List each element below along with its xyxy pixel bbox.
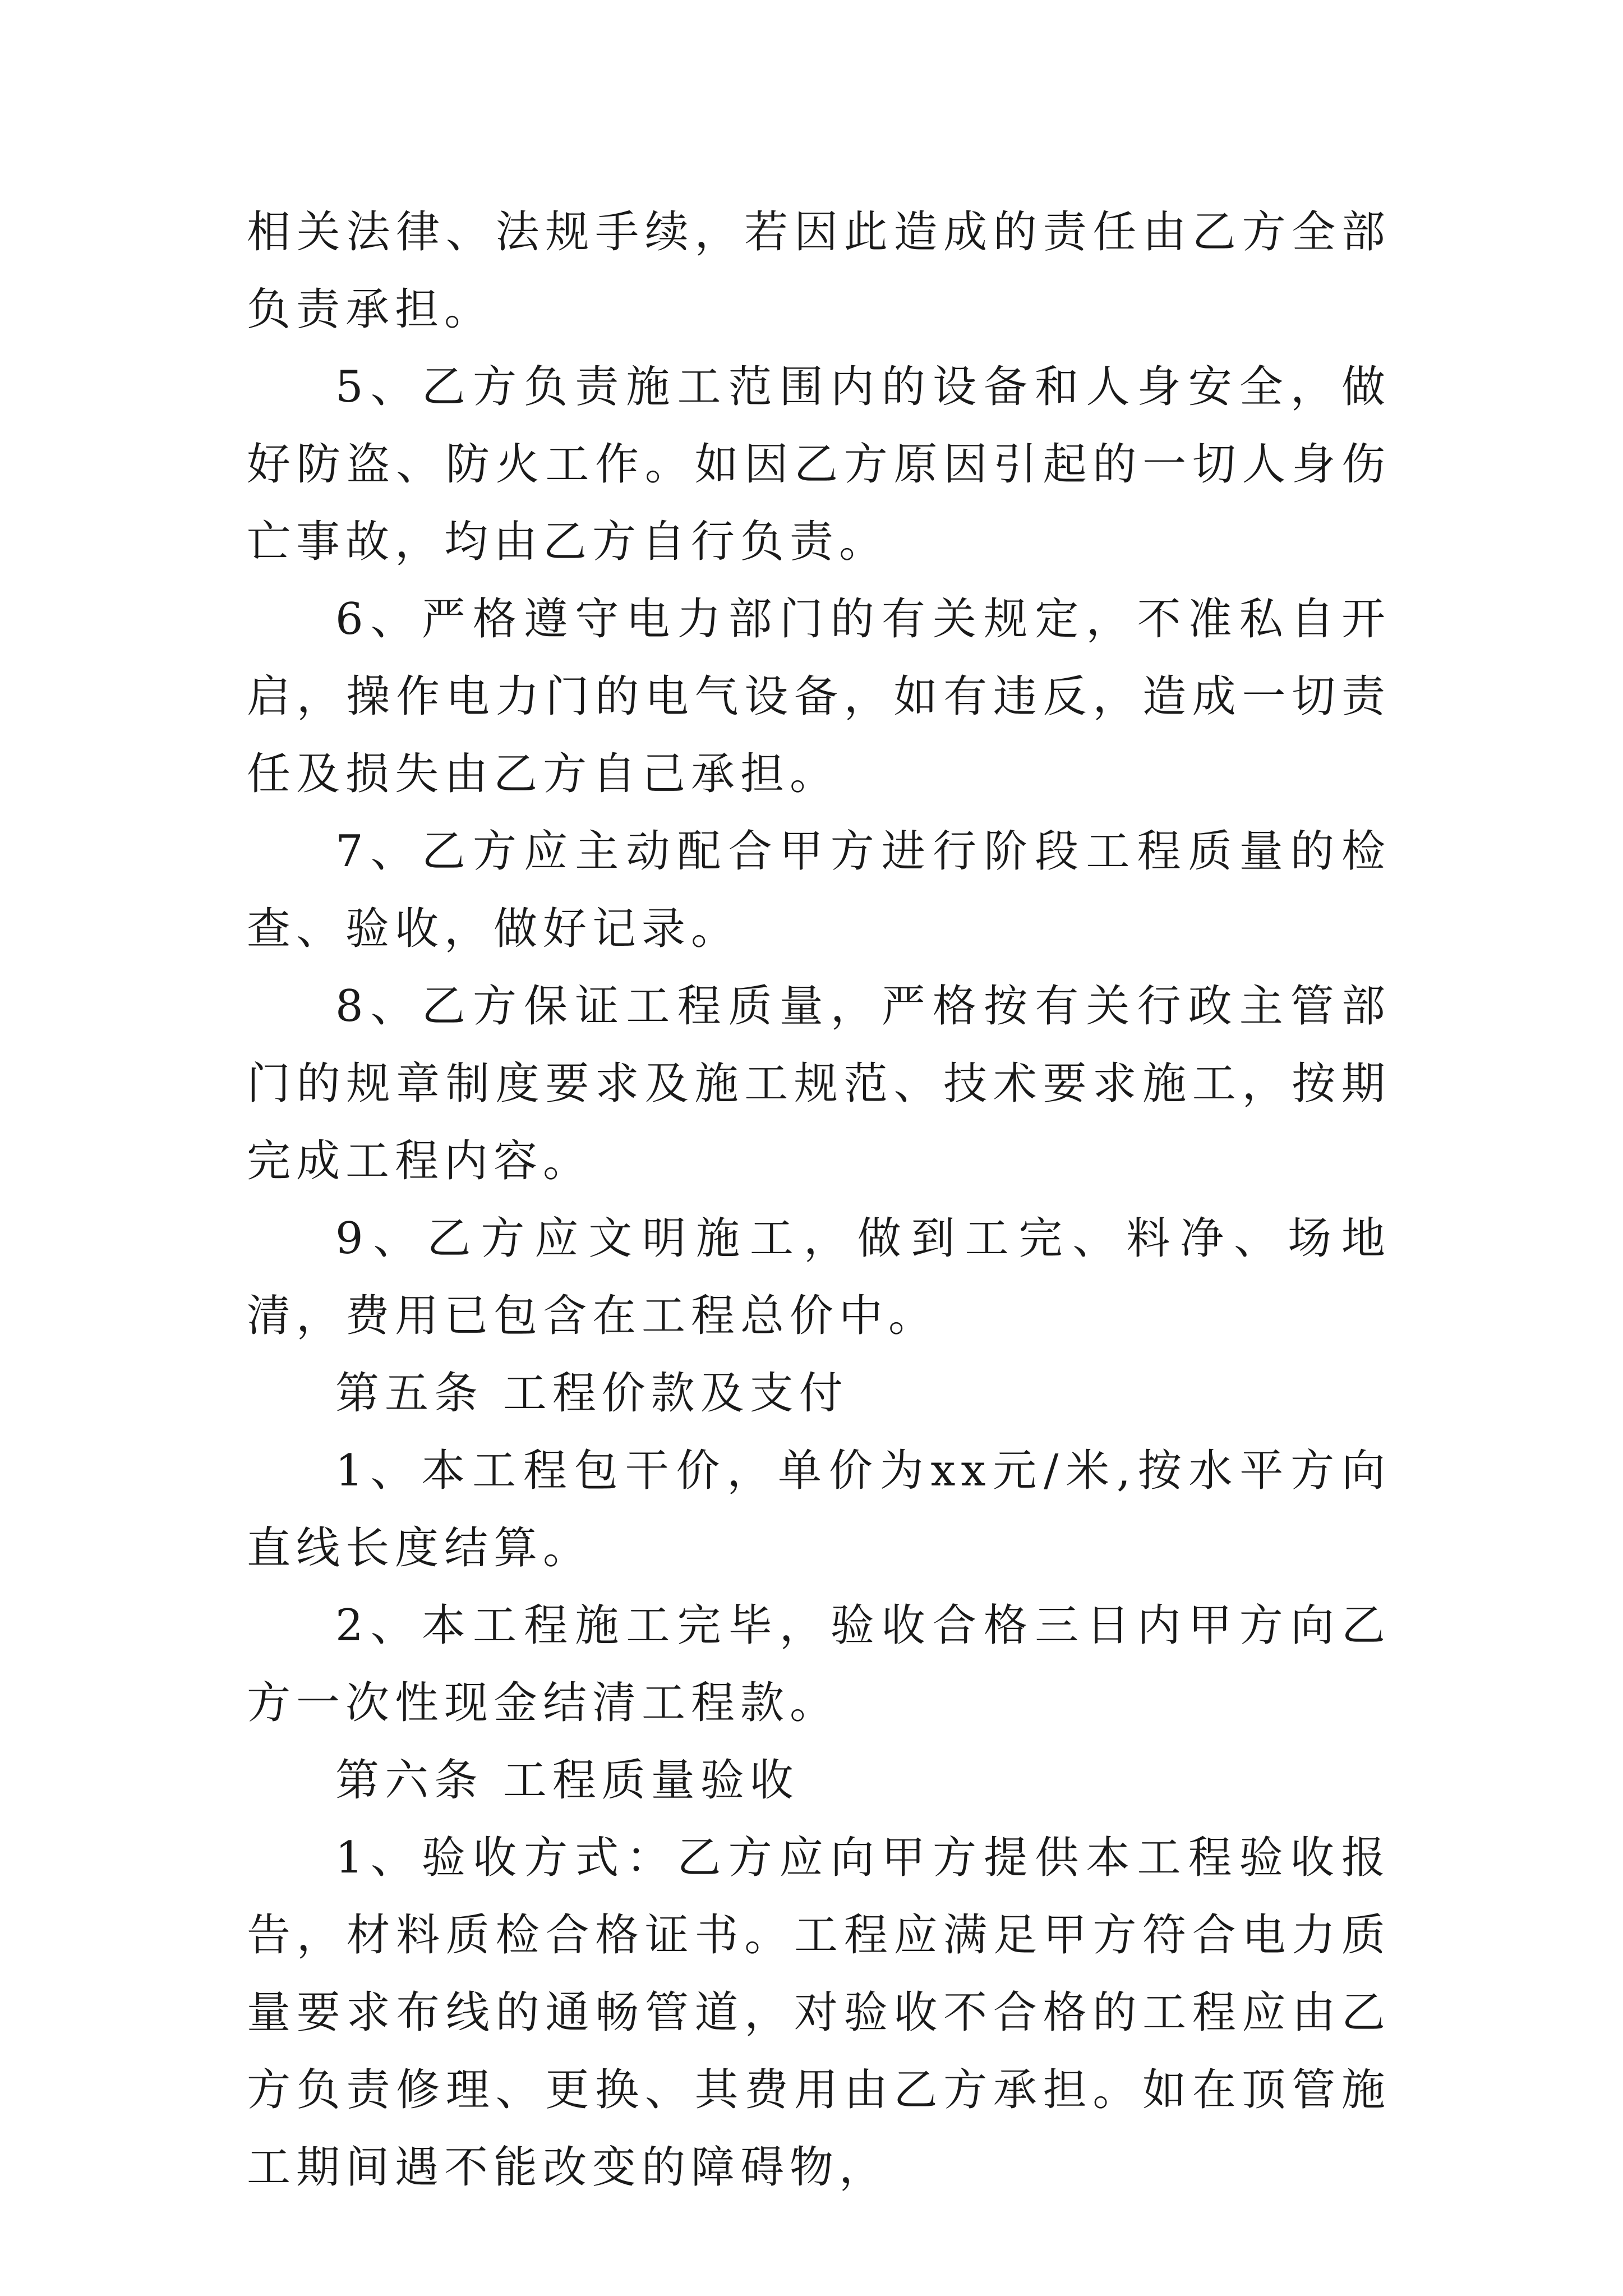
document-body bbox=[247, 194, 1391, 2206]
section-heading-article-5: 第五条 工程价款及支付 bbox=[335, 1368, 849, 1419]
paragraph-clause-7: 7、乙方应主动配合甲方进行阶段工程质量的检查、验收，做好记录。 bbox=[247, 826, 1391, 954]
paragraph-clause-6: 6、严格遵守电力部门的有关规定，不准私自开启，操作电力门的电气设备，如有违反，造成一切责任及损失由乙方自己承担。 bbox=[247, 594, 1391, 799]
paragraph-continuation: 相关法律、法规手续，若因此造成的责任由乙方全部负责承担。 bbox=[247, 207, 1391, 335]
paragraph-clause-8: 8、乙方保证工程质量，严格按有关行政主管部门的规章制度要求及施工规范、技术要求施工，按期完成工程内容。 bbox=[247, 981, 1391, 1186]
paragraph-payment-2: 2、本工程施工完毕，验收合格三日内甲方向乙方一次性现金结清工程款。 bbox=[247, 1600, 1391, 1728]
paragraph-acceptance-1: 1、验收方式：乙方应向甲方提供本工程验收报告，材料质检合格证书。工程应满足甲方符合电力质量要求布线的通畅管道，对验收不合格的工程应由乙方负责修理、更换、其费用由乙方承担。如在顶管施工期间遇不能改变的障碍物， bbox=[247, 1833, 1391, 2193]
paragraph-clause-5: 5、乙方负责施工范围内的设备和人身安全，做好防盗、防火工作。如因乙方原因引起的一切人身伤亡事故，均由乙方自行负责。 bbox=[247, 362, 1391, 567]
paragraph-clause-9: 9、乙方应文明施工，做到工完、料净、场地清，费用已包含在工程总价中。 bbox=[247, 1213, 1391, 1341]
paragraph-payment-1: 1、本工程包干价，单价为xx元/米,按水平方向直线长度结算。 bbox=[247, 1446, 1391, 1573]
section-heading-article-6: 第六条 工程质量验收 bbox=[335, 1755, 799, 1806]
